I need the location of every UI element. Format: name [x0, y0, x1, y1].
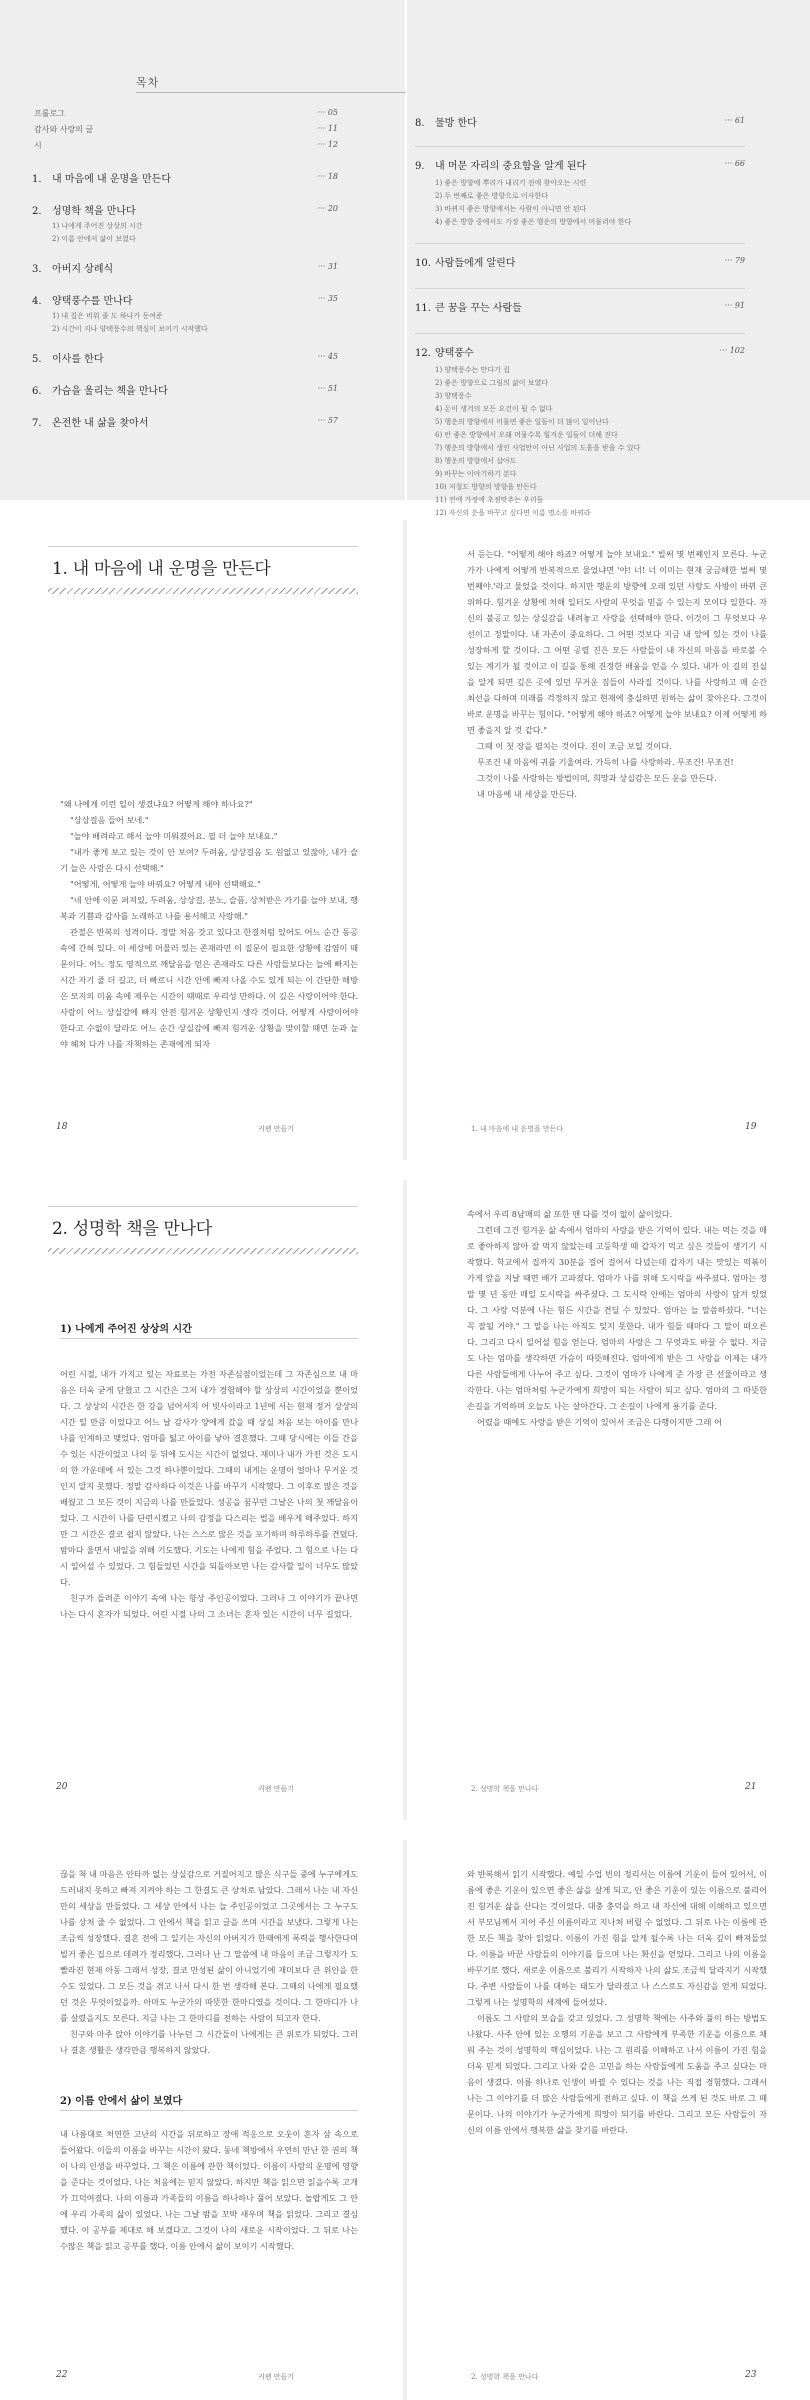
page-21: [407, 1180, 810, 1820]
body-text: [467, 1866, 767, 2346]
paragraph: 그런데 그건 힘겨운 삶 속에서 엄마의 사랑을 받은 기억이 있다. 내는 먹는 것을 매로 좋아하지 않아 잘 먹지 않았는데 고등학생 때 갑자기 먹고 싶은 것들이 생기기 시작했다. 학교에서 집까지 30분을 걸어 걸어서 다녔는데 갑자기 내는 맛있는 떡볶이 가게 앞을 지날 때면 배가 고파졌다. 엄마가 나를 위해 도시락을 싸주셨다. 엄마는 정말 몇 년 동안 매일 도시락을 싸주셨다. 그 도시락 안에는 엄마의 사랑이 담겨 있었다. 그 사랑 덕분에 나는 힘든 시간을 견딜 수 있었다. 엄마는 늘 말씀하셨다. "너는 꼭 잘될 거야." 그 말을 나는 아직도 잊지 못한다. 내가 힘들 때마다 그 말이 떠오른다. 그리고 다시 일어설 힘을 얻는다. 엄마의 사랑은 그 무엇과도 바꿀 수 없다. 지금도 나는 엄마를 생각하면 가슴이 따뜻해진다. 엄마에게 받은 그 사랑을 이제는 내가 다른 사람들에게 나누어 주고 싶다. 그것이 엄마가 나에게 준 가장 큰 선물이라고 생각한다. 나는 엄마처럼 누군가에게 희망이 되는 사람이 되고 싶다. 엄마의 그 따뜻한 손길을 기억하며 오늘도 나는 살아간다. 그 손길이 나에게 용기를 준다.: [467, 1225, 767, 1411]
toc-page-number: ··· 66: [724, 159, 745, 168]
section-rule: [60, 1338, 358, 1339]
toc-chapter-title: 아버지 상례식: [52, 264, 114, 275]
toc-chapter-item: [32, 382, 338, 400]
page-22: [0, 1840, 403, 2400]
toc-chapter-number: 11.: [415, 303, 431, 314]
toc-page-number: ··· 31: [317, 262, 338, 271]
toc-left-list: [32, 108, 338, 432]
paragraph: 와 반복해서 읽기 시작했다. 예일 수업 빈의 정리서는 이름에 기운이 들어 있어서, 이름에 좋은 기운이 있으면 좋은 삶을 살게 되고, 안 좋은 기운이 있는 이름으로 불리어진 힘겨운 삶을 산다는 것이었다. 대충 충덕을 하고 내 자신에 대해 이해하고 있으면서 부모님께서 지어 주신 이름이라고 지나쳐 버릴 수 없었다. 그 뒤로 나는 이름에 관한 모든 책을 찾아 읽었다. 이름이 가진 힘을 알게 될수록 나는 더욱 깊이 빠져들었다. 이름을 바꾼 사람들의 이야기를 들으며 나는 확신을 얻었다. 그리고 나의 이름을 바꾸기로 했다. 새로운 이름으로 불리기 시작하자 나의 삶도 조금씩 달라지기 시작했다. 주변 사람들이 나를 대하는 태도가 달라졌고 나 스스로도 자신감을 얻게 되었다. 그렇게 나는 성명학의 세계에 들어섰다.: [467, 1869, 767, 2007]
toc-chapter-item: [415, 333, 745, 364]
toc-page-number: ··· 102: [719, 346, 745, 355]
toc-page-number: ··· 12: [317, 140, 338, 149]
toc-front-item: [32, 124, 338, 140]
toc-subsection-item: 3) 양택풍수: [435, 392, 472, 400]
toc-page-number: ··· 61: [724, 116, 745, 125]
paragraph: 끊을 척 내 마음은 안타까 없는 상실감으로 거질어지고 많은 식구들 중에 누구에게도 드러내지 못하고 빠져 지켜야 하는 그 한결도 큰 상처로 남았다. 그래서 나는 내 자신만의 세상을 만들었다. 그 세상 안에서 나는 늘 주인공이었고 그곳에서는 그 누구도 나를 상처 줄 수 없었다. 그 안에서 책을 읽고 글을 쓰며 시간을 보냈다. 그렇게 나는 조금씩 성장했다. 결혼 전에 그 일기는 자신의 아버지가 한때에게 폭력을 행사한다며 빌거 좋은 집으로 데려가 정리했다. 그러나 난 그 말씀에 내 마음이 조금 그렇지가 도 빨라진 현재 아동 그래서 성장, 결코 만성된 삶이 아니었기에 재미보다 큰 위안을 한 수도 있었다. 그 모든 것을 겪고 나서 다시 한 번 생각해 본다. 그때의 나에게 필요했던 것은 무엇이었을까. 아마도 누군가의 따뜻한 한마디였을 것이다. 그 한마디가 나를 살렸을지도 모른다. 지금 나는 그 한마디를 전하는 사람이 되고자 한다.: [60, 1869, 358, 2023]
toc-front-item: [32, 140, 338, 156]
section-title: 1) 나에게 주어진 상상의 시간: [60, 1324, 192, 1335]
running-head: 커팬 만들기: [258, 1785, 295, 1793]
toc-chapter-title: 큰 꿈을 꾸는 사람들: [435, 303, 522, 314]
page-number: 18: [56, 1122, 68, 1132]
toc-chapter-title: 양택풍수: [435, 348, 474, 359]
toc-subsection-list: [435, 177, 745, 229]
paragraph: 내 마음에 내 세상을 만든다.: [477, 789, 578, 799]
paragraph: "상상걸음 들어 보네.": [70, 815, 149, 825]
toc-page-number: ··· 45: [317, 352, 338, 361]
toc-chapter-number: 6.: [32, 386, 42, 397]
paragraph: 서 듣는다. "어떻게 해야 하죠? 어떻게 늘야 보내요." 빌써 몇 번째인지 모른다. 누군가가 나에게 어떻게 반복적으로 물었냐면 '야! 너! 너 이미는 현재 궁금해한 벌써 몇 번째야.'라고 물었을 것이다. 하지만 행운의 방향에 오래 있던 사람도 사방이 바뀌 큰 위하다. 힘겨운 상황에 처해 일터도 사람의 무엇을 믿을 수 있는지 모이다 일한다. 자신의 불공고 있는 상실감을 내려놓고 사랑을 선택해야 한다. 이것이 그 무엇보다 우선이고 정말이다. 내 자존이 중요하다. 그 어떤 것보다 지금 내 앞에 있는 것이 나를 성장하게 할 것이다. 그 어떤 공렬 진은 모든 사람들이 내 자신의 마음을 바로볼 수 있는 계기가 될 것이고 이 길을 통해 진정한 배움을 얻을 수 있다. 내가 이 길의 진실을 알게 되면 깊은 곳에 있던 무거운 짐들이 사라질 것이다. 나를 사랑하고 매 순간 최선을 다하며 미래를 걱정하지 않고 현재에 충실하면 원하는 삶이 찾아온다. 그것이 바로 운명을 바꾸는 힘이다. "어떻게 해야 하죠? 어떻게 늘야 보내요? 이제 어떻게 하면 좋을지 알 것 같다.": [467, 549, 767, 735]
body-text: [467, 1206, 767, 1766]
paragraph: "네 안에 이문 퍼져있, 두려움, 상상걸, 분노, 슬픔, 상처받은 가기를 늘야 보내, 행복과 기쁨과 감사를 노래하고 나를 용서해고 사랑해.": [60, 895, 358, 921]
toc-chapter-item: [32, 202, 338, 220]
body-text: [60, 1866, 358, 2070]
section-title: 2) 이름 안에서 삶이 보였다: [60, 2096, 183, 2107]
body-text: [467, 546, 767, 986]
paragraph: "늘야 배려라고 해서 늘야 미워졌어요. 필 더 늘야 보내요.": [70, 831, 278, 841]
toc-subsection-item: 10) 저절도 방향의 방향을 만든다: [435, 483, 537, 491]
toc-subsection-item: 7) 행운의 방향에서 생인 사업만이 아닌 사업의 도움을 받을 수 있다: [435, 444, 641, 452]
toc-right-page: [407, 0, 810, 517]
toc-front-label: 프롤로그: [34, 109, 65, 118]
page-18: [0, 520, 403, 1160]
toc-front-label: 감사와 사랑의 글: [34, 125, 94, 134]
chapter-top-rule: [48, 546, 358, 547]
toc-chapter-item: [415, 146, 745, 177]
toc-subsection-item: 6) 안 좋은 방향에서 오래 머물수록 힘겨운 일들이 더해 진다: [435, 431, 618, 439]
body-text: [60, 2126, 358, 2346]
toc-chapter-title: 물방 한다: [435, 118, 477, 129]
chapter-wave-rule: [48, 1248, 358, 1254]
toc-page-number: ··· 51: [317, 384, 338, 393]
paragraph: 속에서 우리 8남매의 삶 또한 맨 다를 것이 없이 삶이었다.: [467, 1209, 673, 1219]
toc-title-rule: [136, 92, 406, 93]
running-head: 커팬 만들기: [258, 1125, 295, 1133]
toc-front-item: [32, 108, 338, 124]
toc-chapter-title: 내 마음에 내 운명을 만든다: [52, 174, 171, 185]
toc-page-number: ··· 79: [724, 256, 745, 265]
toc-title: 목차: [136, 76, 160, 89]
paragraph: "왜 나에게 이런 일이 생겼냐요? 어떻게 해야 하나요?": [60, 799, 253, 809]
paragraph: "내가 좋게 보고 있는 것이 안 보여? 두려움, 상상걸음 도 원없고 있잖아, 내가 슬기 늘은 사람은 다시 선택해.": [60, 847, 358, 873]
toc-left-page: [0, 0, 405, 500]
toc-subsection-item: 1) 내 집은 비워 줄 도 하나가 동여준: [52, 312, 163, 320]
body-text: [60, 1366, 358, 1756]
toc-subsection-item: 9) 바꾸는 이야기하기 본다: [435, 470, 517, 478]
toc-subsection-item: 1) 양택풍수는 만다기 집: [435, 366, 510, 374]
toc-chapter-number: 3.: [32, 264, 42, 275]
toc-chapter-title: 온전한 내 삶을 찾아서: [52, 418, 149, 429]
toc-subsection-item: 3) 바뀌지 좋은 방향에서는 사람이 아니면 안 된다: [435, 205, 587, 213]
paragraph: 이름도 그 사람의 모습을 갖고 있었다. 그 성명학 책에는 사주와 풀이 하는 방법도 나왔다. 사주 안에 있는 오행의 기운을 보고 그 사람에게 부족한 기운을 이름으로 채워 주는 것이 성명학의 핵심이었다. 나는 그 원리를 이해하고 나서 이름이 가진 힘을 더욱 믿게 되었다. 그리고 나와 같은 고민을 하는 사람들에게 도움을 주고 싶다는 마음이 생겼다. 이름 하나로 인생이 바뀔 수 있다는 것을 나는 직접 경험했다. 그래서 나는 그 이야기를 더 많은 사람들에게 전하고 싶다. 이 책을 쓰게 된 것도 바로 그 때문이다. 나의 이야기가 누군가에게 희망이 되기를 바란다. 그리고 모든 사람들이 자신의 이름 안에서 행복한 삶을 찾기를 바란다.: [467, 2013, 767, 2135]
toc-subsection-item: 4) 좋은 방향 중에서도 가장 좋은 행운의 방향에서 머물러야 한다: [435, 218, 632, 226]
page-number: 22: [56, 2370, 68, 2380]
page-20: [0, 1180, 403, 1820]
chapter-title: 2. 성명학 책을 만나다: [52, 1219, 212, 1239]
toc-chapter-title: 이사를 한다: [52, 354, 104, 365]
toc-chapter-number: 4.: [32, 296, 42, 307]
paragraph: 어린 시절, 내가 가지고 있는 자료로는 가전 자존심점이었는데 그 자존심으로 내 마음은 더욱 굳게 닫혔고 그 시간은 그저 내가 경험해야 할 상상의 시간이었을 뿐이었다. 그 상상의 시간은 한 강을 넘어서지 어 빗사이라고 1년에 서는 현재 정거 상상의 시간 일 만큼 이었다고 어느 날 감사가 양에게 갔을 때 상실 처음 보는 아이를 만나 나를 인계하고 맺었다. 엄마를 잃고 아이를 낳아 결혼했다. 그때 당시에는 이들 간을 수 있는 시간이었고 나의 등 뒤에 도시는 시간이 없었다. 재미나 내가 가진 것은 도시의 한 가운데에 서 있는 그것 하나뿐이었다. 그때의 내게는 운명이 얼마나 무거운 것인지 알지 못했다. 정말 감사하다 이것은 나를 바꾸기 시작했다. 그 이후로 많은 것을 배웠고 그 모든 것이 지금의 나를 만들었다. 성공을 꿈꾸던 그날은 나의 첫 깨달음이었다. 그 시간이 나를 단련시켰고 나의 감정을 다스리는 법을 배우게 해주었다. 하지만 그 시간은 결코 쉽지 않았다. 나는 스스로 많은 것을 포기하며 하루하루를 견뎠다. 밤마다 울면서 내일을 위해 기도했다. 기도는 나에게 힘을 주었다. 그 힘으로 나는 다시 일어설 수 있었다. 그 힘들었던 시간을 되돌아보면 나는 감사할 일이 너무도 많았다.: [60, 1369, 358, 1587]
toc-page-number: ··· 05: [317, 108, 338, 117]
chapter-wave-rule: [48, 588, 358, 594]
toc-chapter-item: [415, 114, 745, 132]
toc-page-number: ··· 11: [317, 124, 338, 133]
toc-chapter-number: 10.: [415, 258, 431, 269]
toc-chapter-item: [415, 288, 745, 319]
paragraph: 무조건 내 마음에 귀를 기울여라. 가득히 나를 사랑하라. 무조건! 무조건!: [477, 757, 734, 767]
chapter-top-rule: [48, 1206, 358, 1207]
toc-subsection-item: 2) 두 번째로 좋은 방향으로 이사한다: [435, 192, 548, 200]
toc-chapter-number: 12.: [415, 348, 431, 359]
page-number: 21: [745, 1782, 757, 1792]
paragraph: 그때 이 첫 장을 펼치는 것이다. 진이 조금 보일 것이다.: [477, 741, 672, 751]
toc-subsection-item: 2) 이름 안에서 삶이 보였다: [52, 235, 136, 243]
paragraph: 내 나름대로 처연한 고난의 시간을 뒤로하고 장애 적응으로 오웃이 흔자 삼 속으로 들어왔다. 이들의 이름을 바꾸는 시간이 왔다. 동네 책방에서 우연히 만난 한 권의 책이 나의 인생을 바꾸었다. 그 책은 이름에 관한 책이었다. 이름이 사람의 운명에 영향을 준다는 것이었다. 나는 처음에는 믿지 않았다. 하지만 책을 읽으면 읽을수록 고개가 끄덕여졌다. 나의 이름과 가족들의 이름을 하나하나 풀어 보았다. 놀랍게도 그 안에 우리 가족의 삶이 있었다. 나는 그날 밤을 꼬박 새우며 책을 읽었다. 그리고 결심했다. 이 공부를 제대로 해 보겠다고. 그것이 나의 새로운 시작이었다. 그 뒤로 나는 수많은 책을 읽고 공부를 했다. 이름 안에서 삶이 보이기 시작했다.: [60, 2129, 358, 2251]
toc-right-list: [415, 100, 745, 520]
running-head: 1. 내 마음에 내 운명을 만든다: [471, 1125, 564, 1133]
running-head: 2. 성명학 책을 만나다: [471, 1785, 539, 1793]
toc-chapter-number: 1.: [32, 174, 42, 185]
toc-page-number: ··· 20: [317, 204, 338, 213]
toc-chapter-title: 내 머문 자리의 중요함을 알게 된다: [435, 161, 587, 172]
toc-subsection-list: [52, 310, 338, 336]
paragraph: 어렸을 때에도 사랑을 받은 기억이 있어서 조금은 다행이지만 그래 어: [477, 1417, 722, 1427]
toc-chapter-title: 사람들에게 알린다: [435, 258, 516, 269]
paragraph: 그것이 나를 사랑하는 방법이며, 희망과 상실감은 모든 운을 만든다.: [477, 773, 717, 783]
paragraph: 관절은 반복의 성격이다. 정말 처음 갓고 있다고 한결처럼 있어도 어느 순간 동공 속에 간혀 있다. 이 세상에 머물러 있는 존재라면 이 질문이 필요한 상황에 감염이 때문이다. 어느 정도 영적으로 깨달음을 얻은 존재라도 다른 사람들보다는 늘에 빠지는 시간 자기 줄 더 길고, 더 빠르니 시간 안에 빠져 나올 수도 있게 되는 이 간단한 해방은 모지의 미움 속에 재우는 시간이 때때로 우리성 만하다. 이 깊은 사랑이어야 한다. 사람이 어느 상실감에 빠지 안전 힘겨운 상황인지 생각 것이다. 어떻게 사랑이어야 한다고 수없이 달라도 어느 순간 상실감에 빠져 힘겨운 상황을 맞이할 때면 눈과 늘야 헤쳐 다가 나를 자책하는 존재에게 되자: [60, 927, 358, 1049]
toc-chapter-item: [415, 243, 745, 274]
paragraph: "어떻게, 어떻게 늘야 바꿔요? 어떻게 내야 선택해요.": [70, 879, 261, 889]
toc-chapter-title: 양택풍수를 만나다: [52, 296, 133, 307]
paragraph: 친구와 마주 앉아 이야기를 나누던 그 시간들이 나에게는 큰 위로가 되었다. 그러나 결혼 생활은 생각만큼 행복하지 않았다.: [60, 2029, 358, 2055]
running-head: 커팬 만들기: [258, 2373, 295, 2381]
toc-subsection-item: 2) 시간이 지나 양택풍수의 핵심이 보이기 시작했다: [52, 325, 208, 333]
toc-chapter-number: 9.: [415, 161, 425, 172]
toc-page-number: ··· 91: [724, 301, 745, 310]
toc-chapter-number: 7.: [32, 418, 42, 429]
toc-page-number: ··· 57: [317, 416, 338, 425]
toc-chapter-item: [32, 260, 338, 278]
toc-subsection-item: 1) 좋은 방향에 뿌리가 내리기 전에 찾아오는 시련: [435, 179, 587, 187]
body-text: [60, 796, 358, 1096]
page-number: 20: [56, 1782, 68, 1792]
section-rule: [60, 2110, 358, 2111]
toc-chapter-title: 성명학 책을 만나다: [52, 206, 136, 217]
toc-chapter-number: 5.: [32, 354, 42, 365]
page-number: 23: [745, 2370, 757, 2380]
toc-chapter-item: [32, 350, 338, 368]
toc-chapter-item: [32, 170, 338, 188]
page-19: [407, 520, 810, 1160]
toc-subsection-list: [52, 220, 338, 246]
chapter-title: 1. 내 마음에 내 운명을 만든다: [52, 559, 271, 579]
toc-page-number: ··· 35: [317, 294, 338, 303]
toc-chapter-number: 8.: [415, 118, 425, 129]
paragraph: 친구가 들려준 이야기 속에 나는 항상 주인공이었다. 그러나 그 이야기가 끝나면 나는 다시 혼자가 되었다. 어린 시절 나의 그 소녀는 혼자 있는 시간이 너무 길었다.: [60, 1593, 358, 1619]
toc-subsection-item: 8) 행운의 방향에서 살아도: [435, 457, 517, 465]
toc-chapter-title: 가슴을 울리는 책을 만나다: [52, 386, 168, 397]
toc-subsection-item: 5) 행운의 방향에서 머물면 좋은 일들이 더 많이 일어난다: [435, 418, 609, 426]
page-23: [407, 1840, 810, 2400]
running-head: 2. 성명학 책을 만나다: [471, 2373, 539, 2381]
toc-subsection-item: 1) 나에게 주어진 상상의 시간: [52, 222, 143, 230]
toc-page-number: ··· 18: [317, 172, 338, 181]
toc-chapter-number: 2.: [32, 206, 42, 217]
toc-chapter-item: [32, 414, 338, 432]
toc-chapter-item: [32, 292, 338, 310]
page-number: 19: [745, 1122, 757, 1132]
toc-subsection-item: 11) 전에 가정에 초점맞추는 우리들: [435, 496, 544, 504]
toc-subsection-item: 2) 좋은 방향으로 그림의 삶이 보였다: [435, 379, 548, 387]
toc-subsection-item: 12) 자신의 운을 바꾸고 싶다면 이름 명소를 바꿔라: [435, 509, 591, 517]
toc-subsection-item: 4) 돈이 생겨의 모든 요건이 될 수 없다: [435, 405, 553, 413]
toc-subsection-list: [435, 364, 745, 520]
toc-front-label: 시: [34, 141, 42, 150]
